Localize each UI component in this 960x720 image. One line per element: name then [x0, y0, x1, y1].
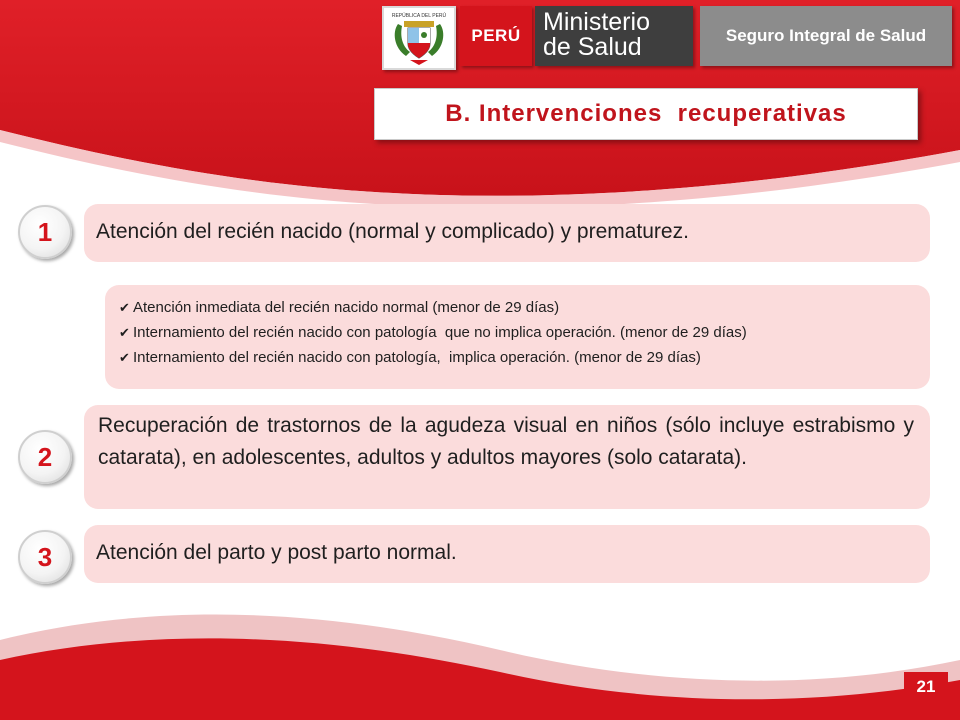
subitem	[119, 295, 747, 320]
ministry-logo	[535, 6, 693, 66]
item-3-panel	[84, 525, 930, 583]
page-number: 21	[916, 677, 936, 696]
coat-of-arms-logo	[382, 6, 456, 70]
item-2-text: Recuperación de trastornos de la agudeza visual en niños (sólo incluye estrabismo y catarata), en adolescentes, adultos y adultos mayores (solo catarata).	[98, 414, 914, 469]
ministry-line1: Ministerio	[543, 8, 650, 36]
checkmark-icon: ✔	[119, 350, 130, 365]
item-1-number-badge	[18, 205, 72, 259]
title-box	[374, 88, 918, 140]
svg-text:REPÚBLICA DEL PERÚ: REPÚBLICA DEL PERÚ	[391, 13, 447, 19]
coat-of-arms-icon	[384, 8, 454, 68]
subitem-text: Atención inmediata del recién nacido normal (menor de 29 días)	[133, 299, 560, 316]
subitem-text: Internamiento del recién nacido con patología que no implica operación. (menor de 29 días)	[133, 324, 747, 341]
peru-logo	[460, 6, 532, 66]
subitem	[119, 345, 747, 370]
item-1-number: 1	[37, 216, 53, 247]
item-1-text: Atención del recién nacido (normal y complicado) y prematurez.	[96, 220, 689, 243]
subitem	[119, 320, 747, 345]
item-2-number-badge	[18, 430, 72, 484]
subitem-text: Internamiento del recién nacido con patología, implica operación. (menor de 29 días)	[133, 349, 701, 366]
item-2-number: 2	[37, 441, 53, 472]
checkmark-icon: ✔	[119, 300, 130, 315]
page-number-badge	[904, 672, 948, 702]
checkmark-icon: ✔	[119, 325, 130, 340]
item-3-text: Atención del parto y post parto normal.	[96, 541, 457, 564]
item-2-panel	[84, 405, 930, 509]
item-1-subitems-panel	[105, 285, 930, 389]
item-3-number-badge	[18, 530, 72, 584]
item-1-panel	[84, 204, 930, 262]
page-title: B. Intervenciones recuperativas	[445, 100, 847, 127]
peru-label: PERÚ	[471, 26, 521, 45]
subitem-list	[119, 295, 747, 370]
item-3-number: 3	[37, 541, 53, 572]
sis-logo	[700, 6, 952, 66]
sis-label: Seguro Integral de Salud	[725, 26, 927, 45]
ministry-line2: de Salud	[543, 33, 642, 61]
